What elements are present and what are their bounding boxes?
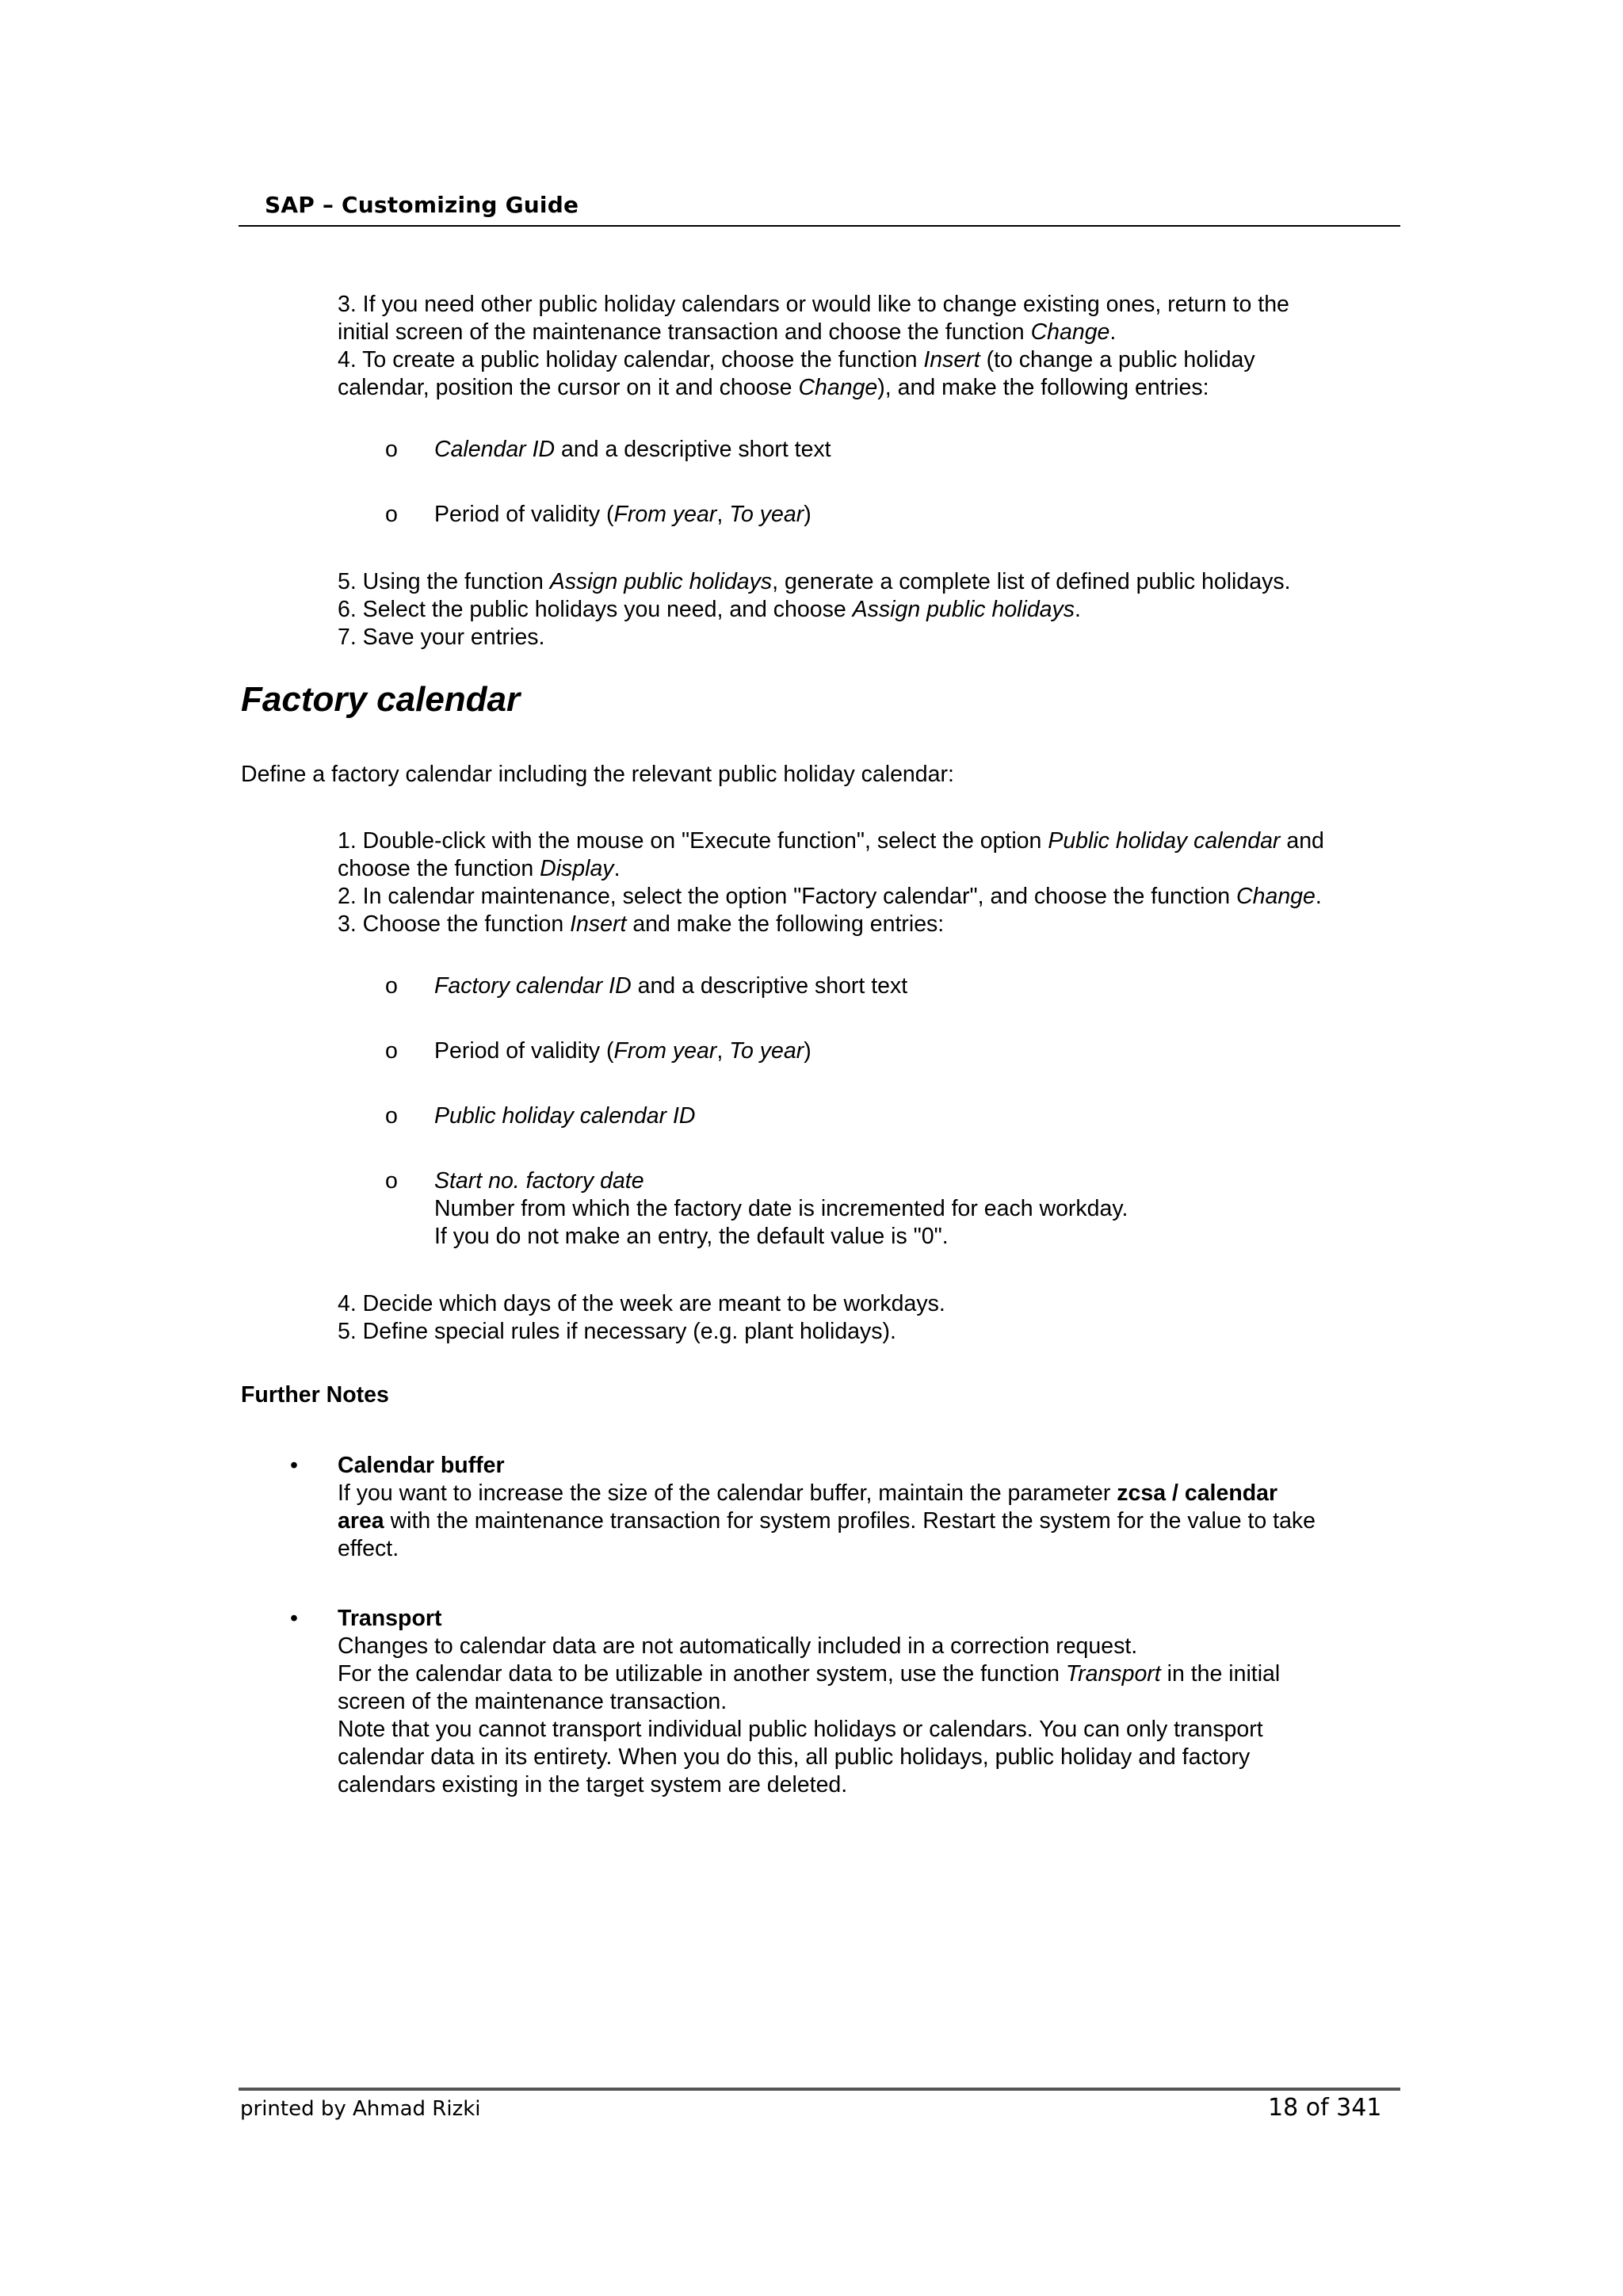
- step-text: 5. Define special rules if necessary (e.g. plant holidays).: [338, 1319, 896, 1344]
- entry-text: Factory calendar ID and a descriptive short text: [434, 973, 908, 999]
- step-text: 5. Using the function Assign public holidays, generate a complete list of defined public holidays.: [338, 569, 1291, 594]
- circle-marker-icon: o: [385, 973, 398, 999]
- entry-text: If you do not make an entry, the default value is "0".: [434, 1224, 949, 1249]
- note-text: calendar data in its entirety. When you do this, all public holidays, public holiday and factory: [338, 1744, 1251, 1770]
- step-text: 7. Save your entries.: [338, 625, 545, 650]
- step-text: 3. Choose the function Insert and make the following entries:: [338, 911, 945, 937]
- entry-text: Public holiday calendar ID: [434, 1103, 696, 1129]
- step-text: initial screen of the maintenance transaction and choose the function Change.: [338, 319, 1117, 345]
- note-text: screen of the maintenance transaction.: [338, 1689, 727, 1714]
- entry-text: Period of validity (From year, To year): [434, 502, 812, 527]
- footer-page-number: 18 of 341: [1268, 2094, 1382, 2122]
- note-text: If you want to increase the size of the calendar buffer, maintain the parameter zcsa / calendar: [338, 1480, 1278, 1506]
- note-text: calendars existing in the target system are deleted.: [338, 1772, 848, 1797]
- note-text: effect.: [338, 1536, 399, 1561]
- step-text: 2. In calendar maintenance, select the option "Factory calendar", and choose the function Change.: [338, 884, 1322, 909]
- entry-text: Start no. factory date: [434, 1168, 644, 1194]
- note-text: Note that you cannot transport individual public holidays or calendars. You can only transport: [338, 1717, 1263, 1742]
- circle-marker-icon: o: [385, 437, 398, 462]
- note-text: For the calendar data to be utilizable in another system, use the function Transport in the initial: [338, 1661, 1281, 1687]
- page-header-title: SAP – Customizing Guide: [265, 192, 579, 218]
- note-title: Calendar buffer: [338, 1453, 505, 1478]
- entry-text: Number from which the factory date is incremented for each workday.: [434, 1196, 1128, 1221]
- bullet-icon: •: [290, 1453, 298, 1478]
- note-title: Transport: [338, 1606, 442, 1631]
- footer-rule: [239, 2088, 1400, 2091]
- step-text: 3. If you need other public holiday calendars or would like to change existing ones, return to the: [338, 292, 1289, 317]
- bullet-icon: •: [290, 1606, 298, 1631]
- further-notes-heading: Further Notes: [241, 1382, 389, 1408]
- step-text: calendar, position the cursor on it and choose Change), and make the following entries:: [338, 375, 1209, 400]
- entry-text: Period of validity (From year, To year): [434, 1038, 812, 1064]
- step-text: choose the function Display.: [338, 856, 621, 881]
- note-text: area with the maintenance transaction for system profiles. Restart the system for the value to take: [338, 1508, 1316, 1534]
- header-rule: [239, 225, 1400, 227]
- step-text: 1. Double-click with the mouse on "Execute function", select the option Public holiday calendar and: [338, 828, 1324, 854]
- step-text: 4. Decide which days of the week are meant to be workdays.: [338, 1291, 945, 1316]
- note-text: Changes to calendar data are not automatically included in a correction request.: [338, 1633, 1138, 1659]
- step-text: 4. To create a public holiday calendar, choose the function Insert (to change a public holiday: [338, 347, 1255, 372]
- circle-marker-icon: o: [385, 1103, 398, 1129]
- section-heading-factory-calendar: Factory calendar: [241, 680, 521, 719]
- entry-text: Calendar ID and a descriptive short text: [434, 437, 831, 462]
- step-text: 6. Select the public holidays you need, and choose Assign public holidays.: [338, 597, 1081, 622]
- circle-marker-icon: o: [385, 502, 398, 527]
- section-intro: Define a factory calendar including the relevant public holiday calendar:: [241, 762, 954, 787]
- circle-marker-icon: o: [385, 1168, 398, 1194]
- circle-marker-icon: o: [385, 1038, 398, 1064]
- footer-printed-by: printed by Ahmad Rizki: [240, 2097, 481, 2121]
